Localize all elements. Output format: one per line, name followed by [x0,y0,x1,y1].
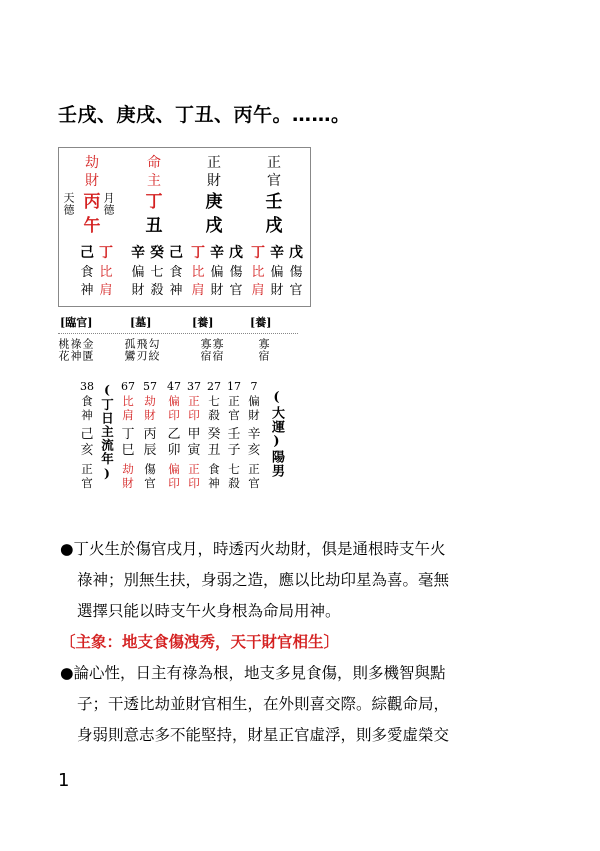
luck-stem-god: 正 [188,394,200,408]
shensha-star: 寡宿 [199,338,212,362]
luck-branch: 亥 [80,443,94,458]
hidden-god: 殺 [150,283,164,298]
luck-branch: 子 [227,443,241,458]
luck-stem: 丙 [143,427,157,442]
luck-branch: 亥 [247,443,261,458]
luck-stem-god: 印 [168,408,180,422]
luck-stem-god: 肩 [122,408,134,422]
luck-stem-god: 食 [81,394,93,408]
shensha-star: 寡宿 [211,338,224,362]
luck-branch-god: 神 [208,476,220,490]
luck-branch-god: 殺 [228,476,240,490]
luck-stem: 丁 [121,427,135,442]
ten-god-bottom: 財 [85,173,99,189]
hidden-stem: 己 [169,245,183,261]
pillars-title: 壬戌、庚戌、丁丑、丙午。……。 [58,104,351,126]
hidden-god: 比 [99,265,113,280]
hidden-god: 比 [191,265,205,280]
luck-stem: 乙 [167,427,181,442]
hidden-god: 財 [131,283,145,298]
earthly-branch: 丑 [145,216,163,236]
luck-branch-god: 七 [228,462,240,476]
hidden-stem: 丁 [251,245,265,261]
ten-god-bottom: 財 [207,173,221,189]
hidden-stem: 辛 [270,245,284,261]
luck-stem-god: 官 [228,408,240,422]
luck-branch-god: 印 [168,476,180,490]
luck-branch-god: 正 [188,462,200,476]
luck-age: 38 [80,380,94,393]
luck-branch: 卯 [167,443,181,458]
yue-de-mark: 月德 [102,192,115,216]
luck-stem-god: 比 [122,394,134,408]
paragraph-line: ●丁火生於傷官戌月，時透丙火劫財，俱是通根時支午火 [60,540,446,558]
luck-stem: 壬 [227,427,241,442]
shensha-star: 孤鸞 [123,338,136,362]
luck-stem-god: 正 [228,394,240,408]
hidden-stem: 辛 [131,245,145,261]
luck-branch-god: 官 [248,476,260,490]
luck-age: 27 [207,380,221,393]
earthly-branch: 午 [83,216,101,236]
hidden-god: 偏 [270,265,284,280]
hidden-god: 食 [80,265,94,280]
hidden-god: 傷 [289,265,303,280]
hidden-god: 比 [251,265,265,280]
hidden-stem: 戊 [289,245,303,261]
hidden-stem: 己 [80,245,94,261]
ten-god-top: 正 [267,155,281,171]
divider [58,333,298,334]
luck-stem-god: 神 [81,408,93,422]
luck-stem: 癸 [207,427,221,442]
hidden-god: 偏 [210,265,224,280]
luck-stem-god: 財 [248,408,260,422]
luck-branch-god: 官 [81,476,93,490]
paragraph-line: 祿神；別無生扶，身弱之造，應以比劫印星為喜。毫無 [77,571,450,589]
luck-branch-god: 傷 [144,462,156,476]
ten-god-top: 命 [147,155,161,171]
page-number: 1 [58,770,70,791]
luck-branch-god: 財 [122,476,134,490]
luck-stem: 辛 [247,427,261,442]
luck-branch-god: 劫 [122,462,134,476]
luck-stem: 甲 [187,427,201,442]
hidden-god: 神 [80,283,94,298]
luck-stem-god: 印 [188,408,200,422]
shensha-star: 寡宿 [257,338,270,362]
luck-age: 7 [250,380,258,393]
earthly-branch: 戌 [265,216,283,236]
luck-branch-god: 官 [144,476,156,490]
shensha-star: 金匱 [81,338,94,362]
paragraph-line: 身弱則意志多不能堅持，財星正官虛浮，則多愛虛榮交 [77,726,450,744]
luck-branch: 丑 [207,443,221,458]
luck-stem-god: 財 [144,408,156,422]
paragraph-line: 子；干透比劫並財官相生，在外則喜交際。綜觀命局， [77,695,450,713]
hidden-god: 七 [150,265,164,280]
luck-branch: 辰 [143,443,157,458]
luck-stem-god: 劫 [144,394,156,408]
paragraph-line: ●論心性，日主有祿為根，地支多見食傷，則多機智與點 [60,664,446,682]
luck-age: 37 [187,380,201,393]
section-heading: 〔主象：地支食傷洩秀，天干財官相生〕 [60,633,340,651]
shensha-star: 勾絞 [147,338,160,362]
hidden-god: 傷 [229,265,243,280]
luck-branch-god: 正 [248,462,260,476]
luck-stem-god: 七 [208,394,220,408]
luck-stem-god: 偏 [168,394,180,408]
tian-de-mark: 天德 [62,192,75,216]
hidden-stem: 丁 [99,245,113,261]
ten-god-top: 正 [207,155,221,171]
hidden-god: 官 [229,283,243,298]
luck-stem-god: 殺 [208,408,220,422]
heavenly-stem: 庚 [205,192,223,212]
luck-age: 57 [143,380,157,393]
luck-age: 47 [167,380,181,393]
ten-god-bottom: 官 [267,173,281,189]
hidden-god: 肩 [191,283,205,298]
luck-age: 67 [121,380,135,393]
shensha-star: 祿神 [69,338,82,362]
hidden-god: 神 [169,283,183,298]
body-text [60,534,520,751]
life-stage: [臨官] [60,316,93,329]
heavenly-stem: 壬 [265,192,283,212]
luck-branch-god: 正 [81,462,93,476]
hidden-stem: 丁 [191,245,205,261]
hidden-god: 肩 [251,283,265,298]
luck-stem: 己 [80,427,94,442]
earthly-branch: 戌 [205,216,223,236]
life-stage: [墓] [130,316,152,329]
luck-branch: 寅 [187,443,201,458]
heavenly-stem: 丁 [145,192,163,212]
hidden-god: 偏 [131,265,145,280]
life-stage: [養] [192,316,214,329]
hidden-stem: 戊 [229,245,243,261]
luck-branch: 巳 [121,443,135,458]
hidden-god: 官 [289,283,303,298]
hidden-god: 食 [169,265,183,280]
heavenly-stem: 丙 [83,192,101,212]
hidden-stem: 辛 [210,245,224,261]
shensha-star: 桃花 [57,338,70,362]
flow-year-label: (丁日主流年) [99,382,115,482]
life-stage: [養] [250,316,272,329]
ten-god-top: 劫 [85,155,99,171]
ten-god-bottom: 主 [147,173,161,189]
luck-branch-god: 印 [188,476,200,490]
hidden-god: 財 [270,283,284,298]
hidden-god: 財 [210,283,224,298]
luck-age: 17 [227,380,241,393]
bazi-chart [58,147,311,307]
shensha-star: 飛刃 [135,338,148,362]
hidden-stem: 癸 [150,245,164,261]
hidden-god: 肩 [99,283,113,298]
luck-label: (大運)陽男 [269,390,284,478]
luck-stem-god: 偏 [248,394,260,408]
luck-branch-god: 偏 [168,462,180,476]
luck-branch-god: 食 [208,462,220,476]
paragraph-line: 選擇只能以時支午火身根為命局用神。 [77,602,341,620]
